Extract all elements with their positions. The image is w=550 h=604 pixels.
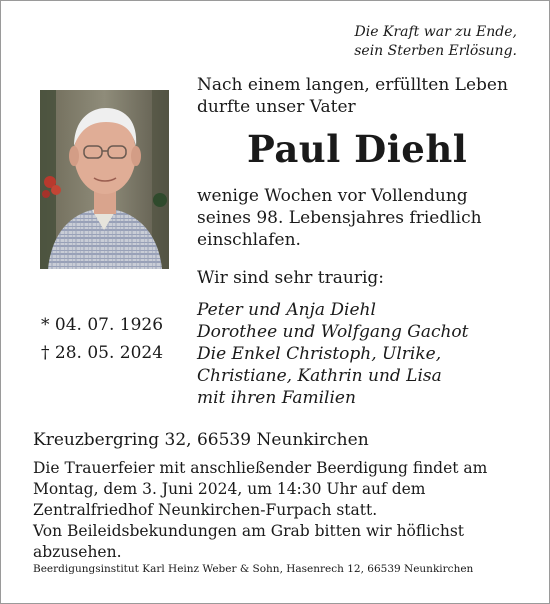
- mourning-statement: Wir sind sehr traurig:: [197, 268, 385, 288]
- mourner-line: Peter und Anja Diehl: [197, 300, 376, 320]
- intro-line-2: durfte unser Vater: [197, 97, 356, 117]
- portrait-photo: [40, 90, 169, 269]
- service-line: Die Trauerfeier mit anschließender Beerdigung findet am: [33, 459, 488, 477]
- service-line: abzusehen.: [33, 543, 122, 561]
- mourner-line: Christiane, Kathrin und Lisa: [197, 366, 442, 386]
- life-dates: [41, 311, 163, 367]
- service-line: Zentralfriedhof Neunkirchen-Furpach statt.: [33, 501, 378, 519]
- service-line: Von Beileidsbekundungen am Grab bitten wir höflichst: [33, 522, 465, 540]
- body-line-2: seines 98. Lebensjahres friedlich: [197, 208, 482, 228]
- funeral-service-info: [33, 458, 533, 563]
- motto-line-1: Die Kraft war zu Ende,: [354, 24, 517, 40]
- body-line-3: einschlafen.: [197, 230, 301, 250]
- mourner-line: Die Enkel Christoph, Ulrike,: [197, 344, 442, 364]
- motto-line-2: sein Sterben Erlösung.: [354, 43, 517, 59]
- service-line: Montag, dem 3. Juni 2024, um 14:30 Uhr auf dem: [33, 480, 426, 498]
- funeral-home-footer: Beerdigungsinstitut Karl Heinz Weber & Sohn, Hasenrech 12, 66539 Neunkirchen: [33, 563, 474, 575]
- intro-text: [197, 74, 508, 118]
- mourner-line: Dorothee und Wolfgang Gachot: [197, 322, 469, 342]
- death-date: † 28. 05. 2024: [41, 343, 164, 363]
- intro-line-1: Nach einem langen, erfüllten Leben: [197, 75, 508, 95]
- body-line-1: wenige Wochen vor Vollendung: [197, 186, 468, 206]
- birth-date: * 04. 07. 1926: [41, 315, 164, 335]
- mourners-list: [197, 299, 469, 409]
- deceased-name: Paul Diehl: [247, 127, 468, 171]
- death-announcement-text: [197, 185, 482, 251]
- mourner-line: mit ihren Familien: [197, 388, 356, 408]
- portrait-image: [40, 90, 169, 269]
- family-address: Kreuzbergring 32, 66539 Neunkirchen: [33, 430, 369, 450]
- motto: [354, 23, 517, 61]
